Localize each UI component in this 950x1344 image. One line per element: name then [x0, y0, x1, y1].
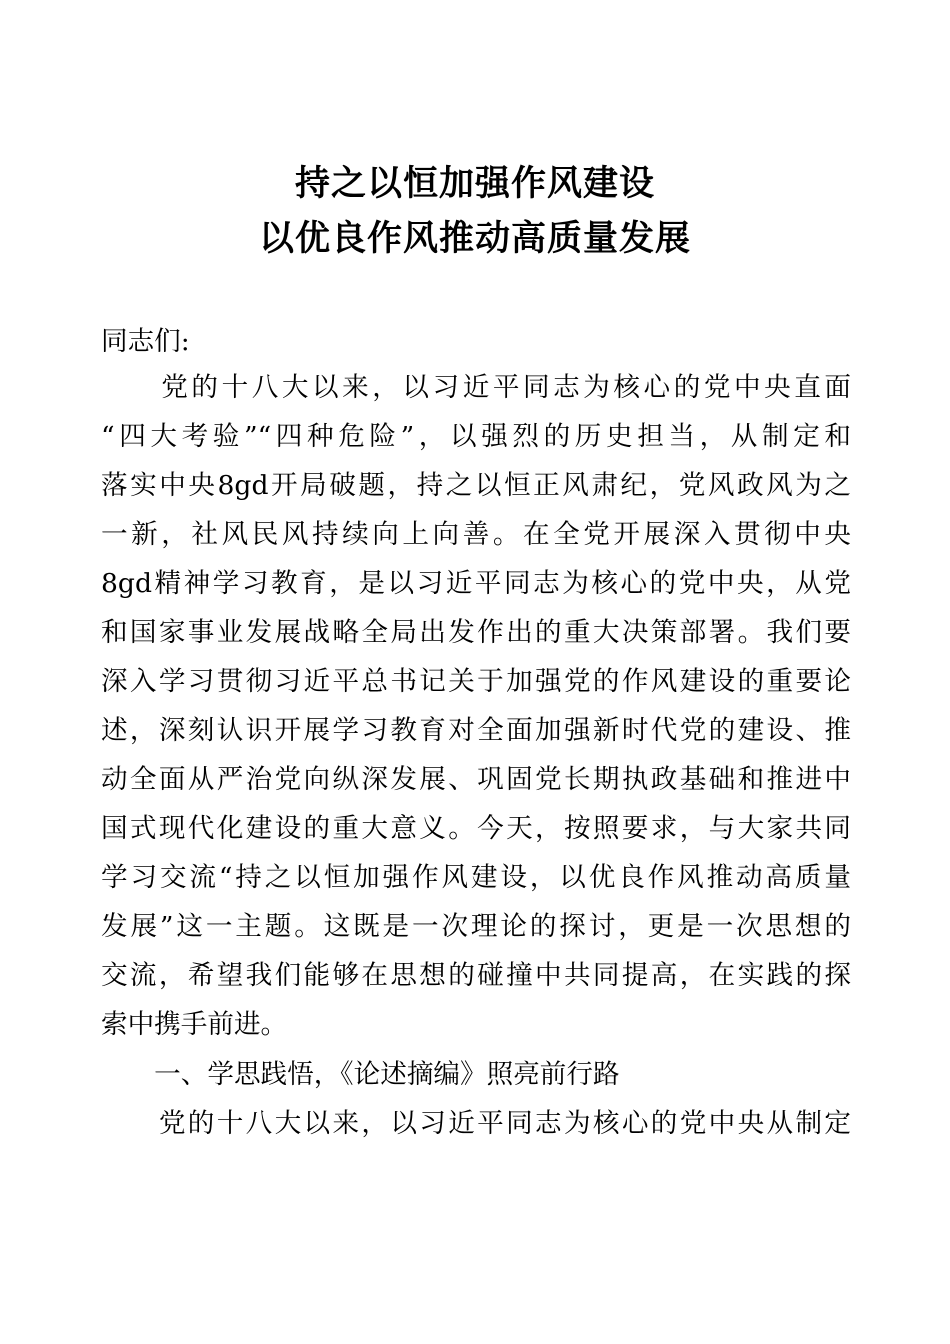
body-line: 动全面从严治党向纵深发展、巩固党长期执政基础和推进中	[101, 764, 851, 795]
document-title-line-1: 持之以恒加强作风建设	[294, 164, 655, 204]
body-line: 党的十八大以来，以习近平同志为核心的党中央直面	[101, 372, 851, 403]
body-line: 述，深刻认识开展学习教育对全面加强新时代党的建设、推	[101, 715, 851, 746]
body-line: 和国家事业发展战略全局出发作出的重大决策部署。我们要	[101, 617, 851, 648]
body-line: 发展”这一主题。这既是一次理论的探讨，更是一次思想的	[101, 911, 851, 942]
body-line: 党的十八大以来，以习近平同志为核心的党中央从制定	[101, 1108, 851, 1139]
body-line: “四大考验”“四种危险”，以强烈的历史担当，从制定和	[101, 421, 851, 452]
body-line: 8gd精神学习教育，是以习近平同志为核心的党中央，从党	[101, 568, 851, 599]
body-line: 索中携手前进。	[101, 1009, 288, 1040]
section-heading: 一、学思践悟，《论述摘编》照亮前行路	[101, 1059, 620, 1090]
salutation: 同志们:	[101, 326, 190, 357]
document-title-line-2: 以优良作风推动高质量发展	[258, 219, 691, 259]
body-line: 深入学习贯彻习近平总书记关于加强党的作风建设的重要论	[101, 666, 851, 697]
body-line: 国式现代化建设的重大意义。今天，按照要求，与大家共同	[101, 813, 851, 844]
body-line: 学习交流“持之以恒加强作风建设，以优良作风推动高质量	[101, 862, 851, 893]
body-line: 一新，社风民风持续向上向善。在全党开展深入贯彻中央	[101, 519, 851, 550]
body-line: 落实中央8gd开局破题，持之以恒正风肃纪，党风政风为之	[101, 470, 851, 501]
body-line: 交流，希望我们能够在思想的碰撞中共同提高，在实践的探	[101, 960, 851, 991]
